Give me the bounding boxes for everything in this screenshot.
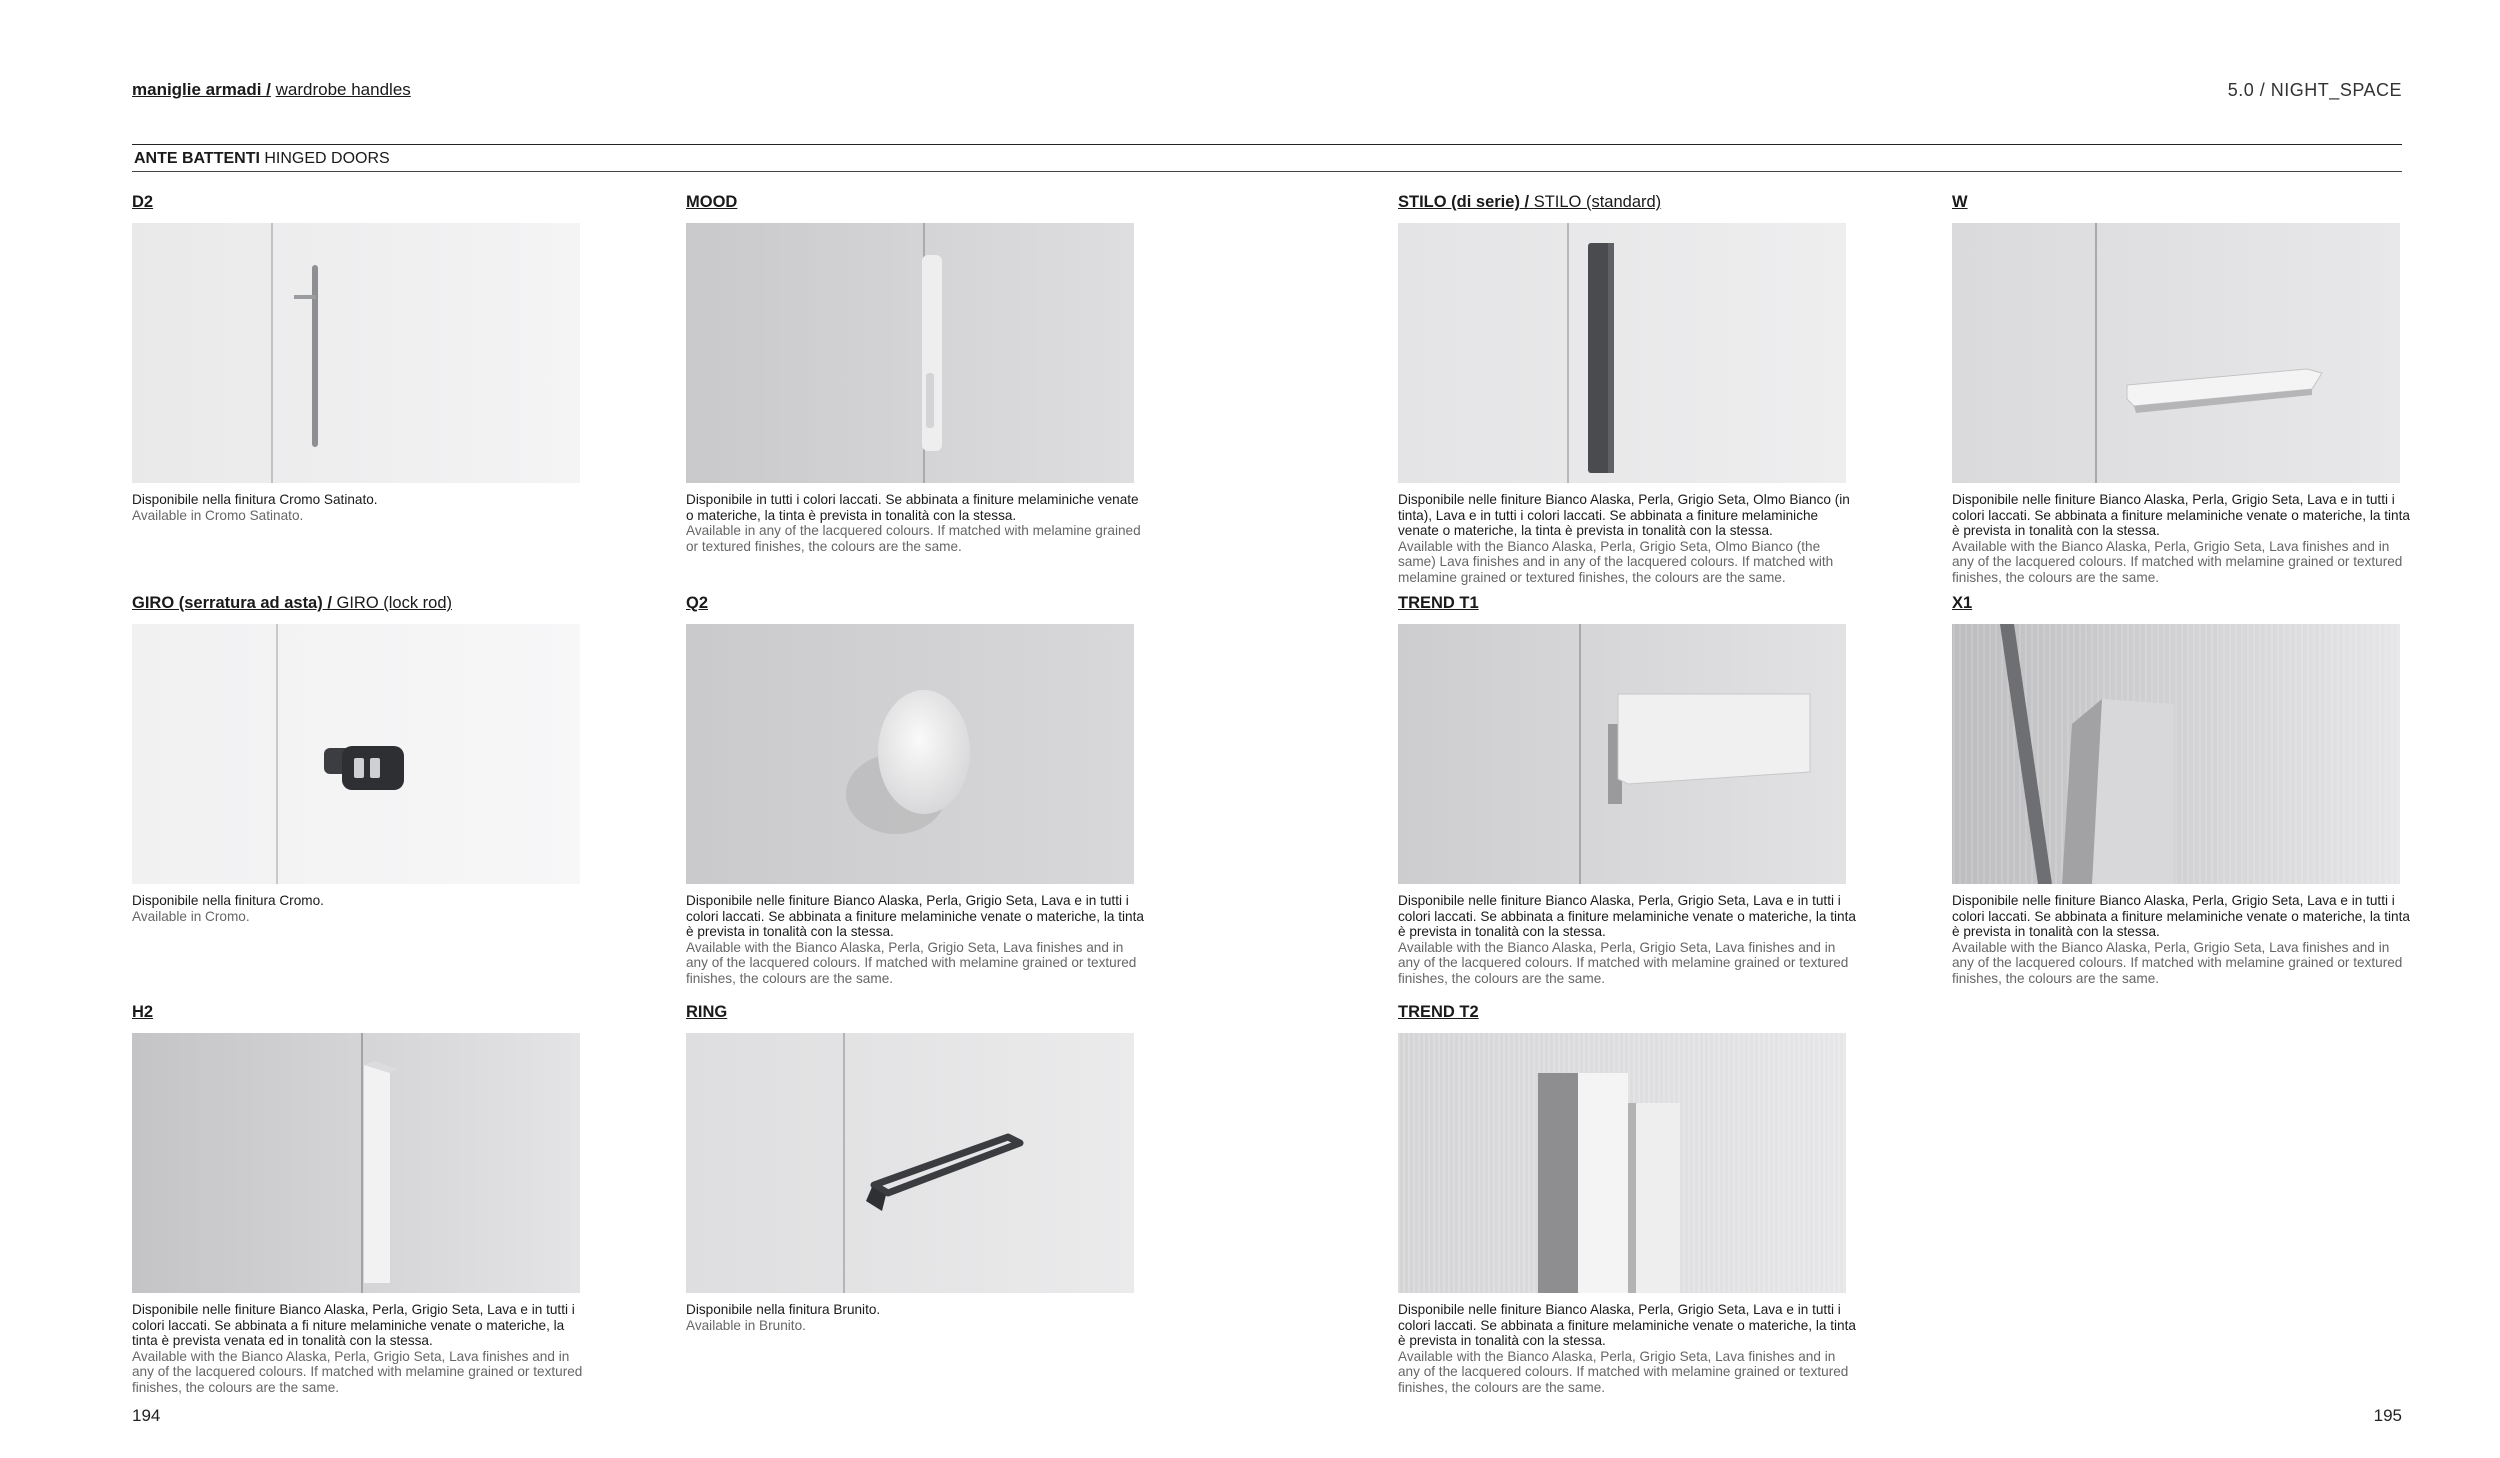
title-italian: maniglie armadi /: [132, 80, 271, 99]
handle-photo-stilo: [1398, 223, 1846, 483]
subsection-divider: [132, 171, 2402, 172]
title-english: wardrobe handles: [275, 80, 411, 99]
handle-photo-trend-t1: [1398, 624, 1846, 884]
handle-photo-mood: [686, 223, 1134, 483]
subsection-english: HINGED DOORS: [264, 150, 390, 167]
handle-name-stilo: STILO (di serie) / STILO (standard): [1398, 193, 1662, 211]
handle-photo-x1: [1952, 624, 2400, 884]
handle-desc-trend-t1: Disponibile nelle finiture Bianco Alaska, Perla, Grigio Seta, Lava e in tutti i colori laccati. Se abbinata a finiture melaminiche venate o materiche, la tinta è prevista in tonalità con la stessa. Available with the Bianco Alaska, Perla, Grigio Seta, Lava finishes and in any of the lacquered colours. If matched with melamine grained or textured finishes, the colours are the same.: [1398, 893, 1856, 986]
handle-desc-x1: Disponibile nelle finiture Bianco Alaska, Perla, Grigio Seta, Lava e in tutti i colori laccati. Se abbinata a finiture melaminiche venate o materiche, la tinta è prevista in tonalità con la stessa. Available with the Bianco Alaska, Perla, Grigio Seta, Lava finishes and in any of the lacquered colours. If matched with melamine grained or textured finishes, the colours are the same.: [1952, 893, 2410, 986]
handle-name-h2: H2: [132, 1003, 154, 1021]
handle-desc-mood: Disponibile in tutti i colori laccati. Se abbinata a finiture melaminiche venate o materiche, la tinta è prevista in tonalità con la stessa. Available in any of the lacquered colours. If matched with melamine grained or textured finishes, the colours are the same.: [686, 492, 1141, 554]
handle-name-w: W: [1952, 193, 1968, 211]
handle-photo-h2: [132, 1033, 580, 1293]
handle-photo-ring: [686, 1033, 1134, 1293]
handle-name-x1: X1: [1952, 594, 1973, 612]
handle-photo-w: [1952, 223, 2400, 483]
page-number-right: 195: [2373, 1406, 2402, 1425]
handle-name-trend-t1: TREND T1: [1398, 594, 1479, 612]
handle-desc-q2: Disponibile nelle finiture Bianco Alaska, Perla, Grigio Seta, Lava e in tutti i colori laccati. Se abbinata a finiture melaminiche venate o materiche, la tinta è prevista in tonalità con la stessa. Available with the Bianco Alaska, Perla, Grigio Seta, Lava finishes and in any of the lacquered colours. If matched with melamine grained or textured finishes, the colours are the same.: [686, 893, 1144, 986]
handle-name-mood: MOOD: [686, 193, 738, 211]
handle-desc-giro: Disponibile nella finitura Cromo. Available in Cromo.: [132, 893, 324, 924]
handle-desc-h2: Disponibile nelle finiture Bianco Alaska, Perla, Grigio Seta, Lava e in tutti i colori laccati. Se abbinata a fi niture melaminiche venate o materiche, la tinta è prevista venata ed in tonalità con la stessa. Available with the Bianco Alaska, Perla, Grigio Seta, Lava finishes and in any of the lacquered colours. If matched with melamine grained or textured finishes, the colours are the same.: [132, 1302, 583, 1395]
handle-desc-stilo: Disponibile nelle finiture Bianco Alaska, Perla, Grigio Seta, Olmo Bianco (in tinta), Lava e in tutti i colori laccati. Se abbinata a finiture melaminiche venate o materiche, la tinta è prevista in tonalità con la stessa. Available with the Bianco Alaska, Perla, Grigio Seta, Olmo Bianco (the same) Lava finishes and in any of the lacquered colours. If matched with melamine grained or textured finishes, the colours are the same.: [1398, 492, 1850, 585]
header-divider: [132, 144, 2402, 145]
page-title: [132, 80, 411, 100]
handle-name-giro: GIRO (serratura ad asta) / GIRO (lock rod): [132, 594, 453, 612]
handle-photo-giro: [132, 624, 580, 884]
handle-photo-q2: [686, 624, 1134, 884]
handle-photo-trend-t2: [1398, 1033, 1846, 1293]
subsection-italian: ANTE BATTENTI: [134, 150, 260, 167]
subsection-title: [134, 150, 390, 168]
handle-name-ring: RING: [686, 1003, 728, 1021]
handle-photo-d2: [132, 223, 580, 483]
handle-desc-ring: Disponibile nella finitura Brunito. Available in Brunito.: [686, 1302, 881, 1333]
handle-name-q2: Q2: [686, 594, 709, 612]
handle-desc-d2: Disponibile nella finitura Cromo Satinato. Available in Cromo Satinato.: [132, 492, 378, 523]
section-code: 5.0 / NIGHT_SPACE: [2227, 80, 2402, 100]
handle-name-trend-t2: TREND T2: [1398, 1003, 1479, 1021]
handle-desc-trend-t2: Disponibile nelle finiture Bianco Alaska, Perla, Grigio Seta, Lava e in tutti i colori laccati. Se abbinata a finiture melaminiche venate o materiche, la tinta è prevista in tonalità con la stessa. Available with the Bianco Alaska, Perla, Grigio Seta, Lava finishes and in any of the lacquered colours. If matched with melamine grained or textured finishes, the colours are the same.: [1398, 1302, 1856, 1395]
page-number-left: 194: [132, 1406, 161, 1425]
handle-desc-w: Disponibile nelle finiture Bianco Alaska, Perla, Grigio Seta, Lava e in tutti i colori laccati. Se abbinata a finiture melaminiche venate o materiche, la tinta è prevista in tonalità con la stessa. Available with the Bianco Alaska, Perla, Grigio Seta, Lava finishes and in any of the lacquered colours. If matched with melamine grained or textured finishes, the colours are the same.: [1952, 492, 2410, 585]
handle-name-d2: D2: [132, 193, 154, 211]
